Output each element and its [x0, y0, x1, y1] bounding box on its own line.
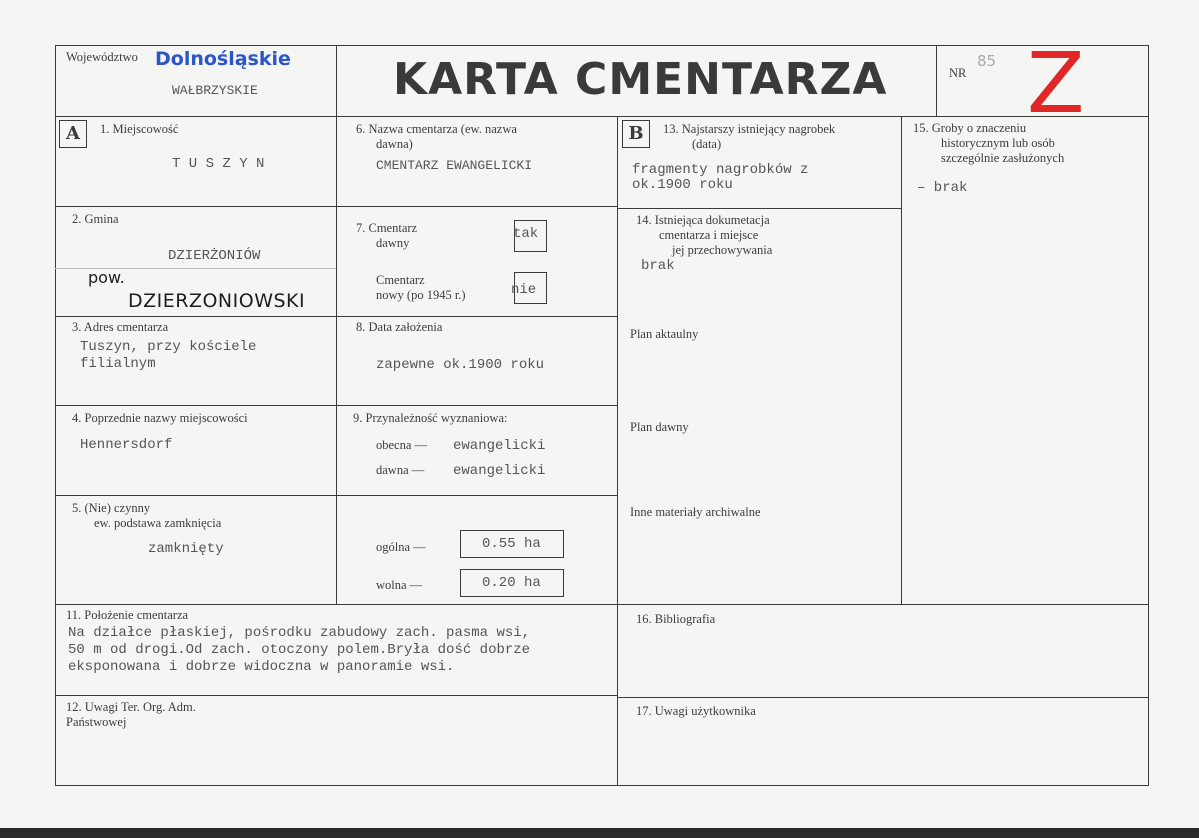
- field-1-label: 1. Miejscowość: [100, 122, 179, 136]
- field-5-label-line-1: 5. (Nie) czynny: [72, 501, 151, 515]
- field-2-handwritten-prefix: pow.: [88, 268, 125, 287]
- nr-value: 85: [977, 52, 997, 70]
- wojewodztwo-label: Województwo: [66, 50, 138, 64]
- field-10-total-value: 0.55 ha: [482, 536, 541, 552]
- field-4-label: 4. Poprzednie nazwy miejscowości: [72, 411, 248, 425]
- field-2-value: DZIERŻONIÓW: [168, 248, 261, 264]
- field-8-value: zapewne ok.1900 roku: [376, 357, 545, 373]
- field-11-line-2: 50 m od drogi.Od zach. otoczony polem.Bryła dość dobrze: [68, 642, 531, 658]
- rule: [617, 116, 618, 786]
- rule: [336, 206, 617, 207]
- field-9-current-value: ewangelicki: [453, 438, 546, 454]
- field-14-label-line-1: 14. Istniejąca dokumetacja: [636, 213, 770, 227]
- field-17-label: 17. Uwagi użytkownika: [636, 704, 756, 718]
- page-title: KARTA CMENTARZA: [393, 54, 888, 105]
- rule: [336, 45, 337, 117]
- category-mark: Z: [1027, 34, 1085, 132]
- field-12-label-line-1: 12. Uwagi Ter. Org. Adm.: [66, 700, 196, 714]
- rule: [55, 604, 1149, 605]
- field-8-label: 8. Data założenia: [356, 320, 443, 334]
- rule: [55, 495, 336, 496]
- field-5-label-line-2: ew. podstawa zamknięcia: [94, 516, 222, 530]
- field-7-label-line-2: dawny: [376, 236, 410, 250]
- field-6-label-line-2: dawna): [376, 137, 413, 151]
- field-14-label-line-3: jej przechowywania: [672, 243, 773, 257]
- rule: [336, 495, 617, 496]
- plan-current-label: Plan aktaulny: [630, 327, 699, 341]
- nr-label: NR: [949, 66, 967, 80]
- field-15-label-line-1: 15. Groby o znaczeniu: [913, 121, 1027, 135]
- field-9-former-value: ewangelicki: [453, 463, 546, 479]
- field-12-label-line-2: Państwowej: [66, 715, 127, 729]
- field-7-label-line-4: nowy (po 1945 r.): [376, 288, 466, 302]
- archival-materials-label: Inne materiały archiwalne: [630, 505, 761, 519]
- rule: [936, 45, 937, 117]
- field-10-free-label: wolna —: [376, 578, 423, 592]
- field-7-label-line-1: 7. Cmentarz: [356, 221, 418, 235]
- wojewodztwo-old: WAŁBRZYSKIE: [172, 83, 258, 98]
- field-4-value: Hennersdorf: [80, 437, 173, 453]
- scan-edge: [0, 828, 1199, 838]
- field-13-label-line-2: (data): [692, 137, 722, 151]
- rule: [55, 405, 336, 406]
- field-13-label-line-1: 13. Najstarszy istniejący nagrobek: [663, 122, 836, 136]
- field-3-value-line-2: filialnym: [80, 356, 156, 372]
- field-9-former-label: dawna —: [376, 463, 425, 477]
- field-2-label: 2. Gmina: [72, 212, 119, 226]
- field-5-value: zamknięty: [148, 541, 224, 557]
- section-a-marker: A: [59, 120, 87, 148]
- field-6-value: CMENTARZ EWANGELICKI: [376, 158, 533, 173]
- rule: [55, 316, 336, 317]
- rule: [901, 116, 902, 604]
- field-14-label-line-2: cmentarza i miejsce: [659, 228, 759, 242]
- field-7-label-line-3: Cmentarz: [376, 273, 425, 287]
- rule: [55, 206, 336, 207]
- field-7-old-value: tak: [513, 226, 539, 242]
- field-3-label: 3. Adres cmentarza: [72, 320, 169, 334]
- field-9-label: 9. Przynależność wyznaniowa:: [353, 411, 508, 425]
- rule: [336, 405, 617, 406]
- rule: [617, 697, 1149, 698]
- rule: [336, 116, 337, 604]
- field-11-line-1: Na działce płaskiej, pośrodku zabudowy zach. pasma wsi,: [68, 625, 531, 641]
- field-1-value: T U S Z Y N: [172, 156, 265, 172]
- field-15-label-line-2: historycznym lub osób: [941, 136, 1055, 150]
- section-b-marker: B: [622, 120, 650, 148]
- field-11-label: 11. Położenie cmentarza: [66, 608, 189, 622]
- field-6-label-line-1: 6. Nazwa cmentarza (ew. nazwa: [356, 122, 517, 136]
- field-9-current-label: obecna —: [376, 438, 428, 452]
- plan-old-label: Plan dawny: [630, 420, 689, 434]
- field-10-free-value: 0.20 ha: [482, 575, 541, 591]
- wojewodztwo-stamp: Dolnośląskie: [155, 48, 291, 70]
- field-16-label: 16. Bibliografia: [636, 612, 716, 626]
- rule: [55, 695, 617, 696]
- field-2-handwritten-value: DZIERZONIOWSKI: [128, 290, 306, 312]
- rule: [55, 116, 1149, 117]
- field-11-line-3: eksponowana i dobrze widoczna w panoramie wsi.: [68, 659, 455, 675]
- rule: [336, 316, 617, 317]
- field-3-value-line-1: Tuszyn, przy kościele: [80, 339, 257, 355]
- rule: [617, 208, 901, 209]
- field-10-total-label: ogólna —: [376, 540, 426, 554]
- field-15-label-line-3: szczególnie zasłużonych: [941, 151, 1065, 165]
- field-13-value-line-2: ok.1900 roku: [632, 177, 733, 193]
- field-14-value: brak: [641, 258, 675, 274]
- field-15-value: – brak: [917, 180, 968, 196]
- field-7-new-value: nie: [511, 282, 537, 298]
- field-13-value-line-1: fragmenty nagrobków z: [632, 162, 809, 178]
